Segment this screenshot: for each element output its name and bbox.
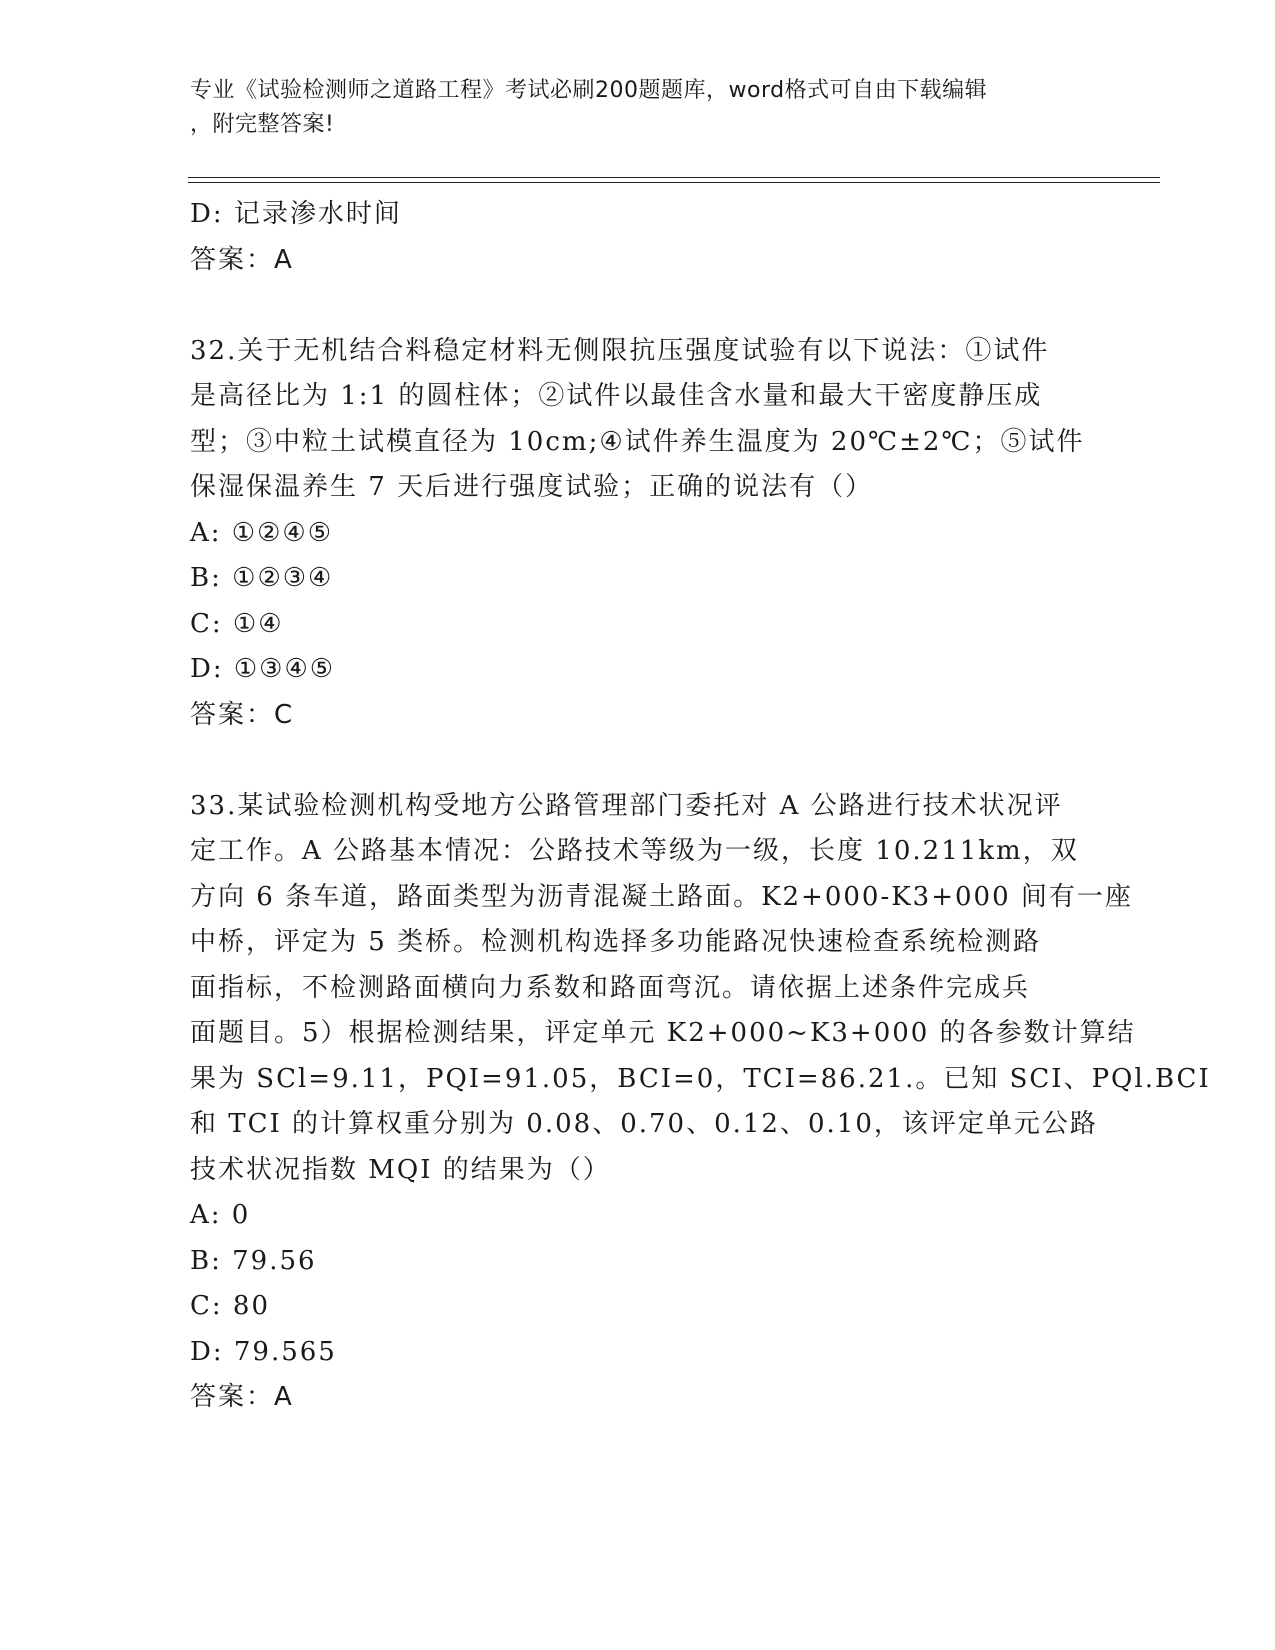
question-text-line: 技术状况指数 MQI 的结果为（）: [190, 1154, 611, 1185]
option-d: D: ①③④⑤: [190, 654, 336, 684]
option-b: B: ①②③④: [190, 563, 334, 593]
question-text-line: 中桥，评定为 5 类桥。检测机构选择多功能路况快速检查系统检测路: [190, 927, 1042, 957]
document-body: [190, 192, 1211, 1421]
option-d: D: 79.565: [190, 1336, 337, 1367]
header-line-1: 专业《试验检测师之道路工程》考试必刷200题题库，word格式可自由下载编辑: [190, 78, 988, 103]
option-b: B: 79.56: [190, 1245, 317, 1276]
prev-option-d: D: 记录渗水时间: [190, 199, 402, 229]
question-33: [190, 784, 1211, 1421]
option-a: A: ①②④⑤: [190, 517, 334, 548]
question-text-line: 定工作。A 公路基本情况：公路技术等级为一级，长度 10.211km，双: [190, 836, 1079, 866]
spacer: [190, 283, 1090, 329]
header-line-2: ，附完整答案!: [190, 112, 335, 137]
question-text-line: 型；③中粒土试模直径为 10cm;④试件养生温度为 20℃±2℃；⑤试件: [190, 426, 1085, 457]
question-text-line: 面指标，不检测路面横向力系数和路面弯沉。请依据上述条件完成兵: [190, 972, 1031, 1003]
question-32: [190, 329, 1090, 739]
question-text-line: 是高径比为 1:1 的圆柱体；②试件以最佳含水量和最大干密度静压成: [190, 381, 1043, 411]
prev-answer: 答案：A: [190, 244, 294, 275]
question-text-line: 保湿保温养生 7 天后进行强度试验；正确的说法有（）: [190, 472, 874, 502]
header-divider-top: [188, 177, 1160, 178]
option-a: A: 0: [190, 1200, 251, 1230]
answer: 答案：A: [190, 1382, 294, 1412]
option-c: C: 80: [190, 1291, 271, 1321]
question-text-line: 果为 SCl=9.11，PQI=91.05，BCI=0，TCI=86.21.。已知 SCI、PQl.BCI: [190, 1063, 1211, 1094]
spacer: [190, 738, 1090, 784]
question-text-line: 方向 6 条车道，路面类型为沥青混凝土路面。K2+000-K3+000 间有一座: [190, 881, 1133, 912]
question-text-line: 32.关于无机结合料稳定材料无侧限抗压强度试验有以下说法：①试件: [190, 335, 1050, 366]
document-header: [190, 74, 1070, 142]
question-text-line: 和 TCI 的计算权重分别为 0.08、0.70、0.12、0.10，该评定单元公路: [190, 1109, 1098, 1139]
question-text-line: 面题目。5）根据检测结果，评定单元 K2+000~K3+000 的各参数计算结: [190, 1018, 1136, 1048]
question-text-line: 33.某试验检测机构受地方公路管理部门委托对 A 公路进行技术状况评: [190, 790, 1063, 821]
header-divider-bottom: [188, 182, 1160, 183]
answer: 答案：C: [190, 699, 295, 730]
option-c: C: ①④: [190, 608, 284, 639]
